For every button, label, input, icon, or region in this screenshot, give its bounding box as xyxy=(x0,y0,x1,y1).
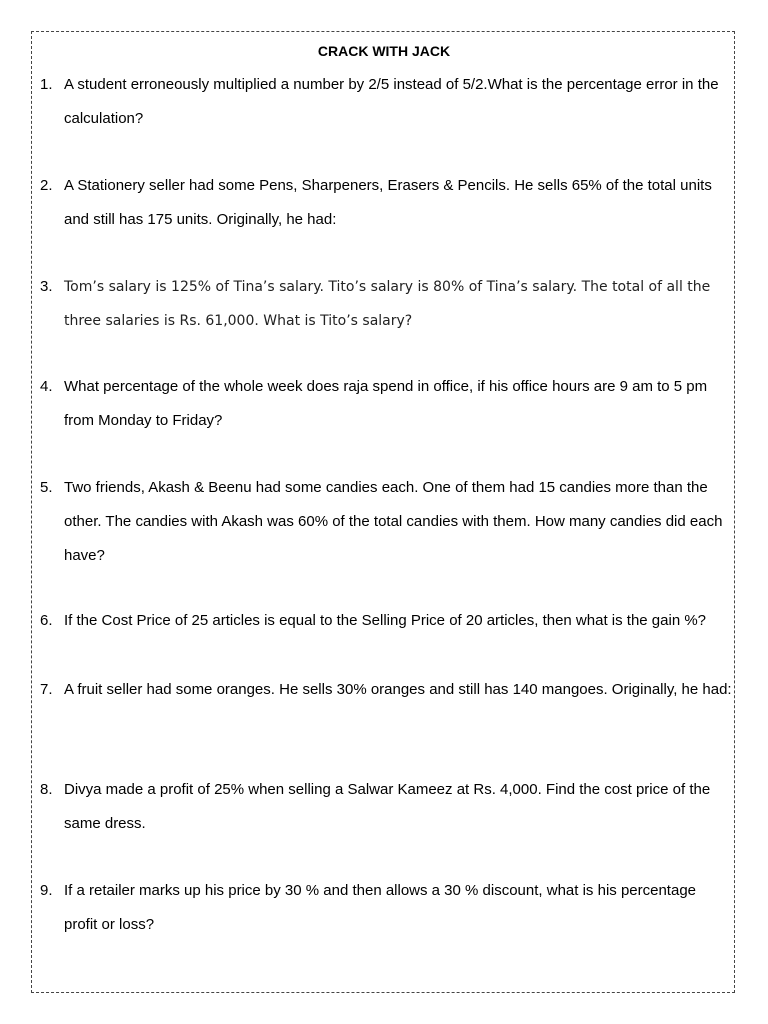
question-text: A fruit seller had some oranges. He sells 30% oranges and still has 140 mangoes. Originally, he had: xyxy=(64,681,732,698)
question-8 xyxy=(40,773,732,841)
question-text: What percentage of the whole week does raja spend in office, if his office hours are 9 am to 5 pm from Monday to Friday? xyxy=(64,378,708,429)
question-text: A Stationery seller had some Pens, Sharpeners, Erasers & Pencils. He sells 65% of the total units and still has 175 units. Originally, he had: xyxy=(64,177,712,228)
question-text: Two friends, Akash & Beenu had some candies each. One of them had 15 candies more than the other. The candies with Akash was 60% of the total candies with them. How many candies did each have? xyxy=(64,479,723,564)
question-1 xyxy=(40,68,732,136)
question-4 xyxy=(40,370,732,438)
question-text: Divya made a profit of 25% when selling a Salwar Kameez at Rs. 4,000. Find the cost price of the same dress. xyxy=(64,781,711,832)
question-number: 7. xyxy=(40,681,53,698)
question-number: 8. xyxy=(40,781,53,798)
document-title: CRACK WITH JACK xyxy=(317,43,451,59)
question-text: A student erroneously multiplied a number by 2/5 instead of 5/2.What is the percentage error in the calculation? xyxy=(64,76,719,127)
question-number: 9. xyxy=(40,882,53,899)
question-number: 6. xyxy=(40,612,53,629)
question-text: If the Cost Price of 25 articles is equal to the Selling Price of 20 articles, then what is the gain %? xyxy=(64,612,707,629)
question-number: 2. xyxy=(40,177,53,194)
question-number: 3. xyxy=(40,278,53,295)
question-7 xyxy=(40,673,732,707)
question-number: 4. xyxy=(40,378,53,395)
question-9 xyxy=(40,874,732,942)
question-2 xyxy=(40,169,732,237)
question-6 xyxy=(40,604,732,638)
question-number: 5. xyxy=(40,479,53,496)
question-number: 1. xyxy=(40,76,53,93)
question-text: If a retailer marks up his price by 30 % and then allows a 30 % discount, what is his percentage profit or loss? xyxy=(64,882,696,933)
question-5 xyxy=(40,471,732,573)
question-text: Tom’s salary is 125% of Tina’s salary. Tito’s salary is 80% of Tina’s salary. The total of all the three salaries is Rs. 61,000. What is Tito’s salary? xyxy=(64,279,711,329)
question-3 xyxy=(40,270,732,338)
